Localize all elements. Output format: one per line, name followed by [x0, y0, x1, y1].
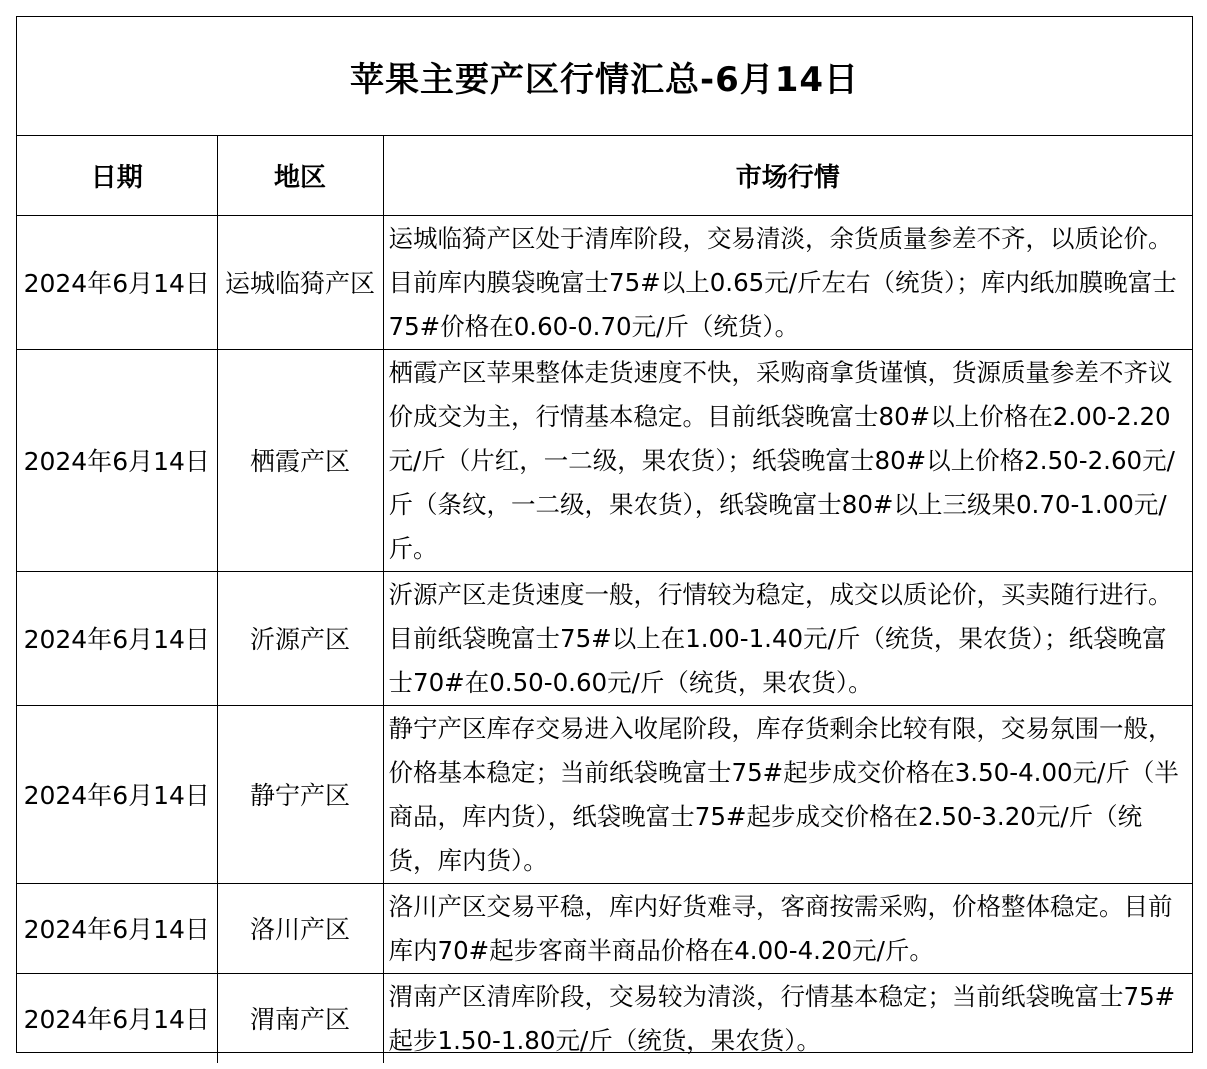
market-cell: 栖霞产区苹果整体走货速度不快，采购商拿货谨慎，货源质量参差不齐议价成交为主，行情基本稳定。目前纸袋晚富士80#以上价格在2.00-2.20元/斤（片红，一二级，果农货）；纸袋晚富士80#以上价格2.50-2.60元/斤（条纹，一二级，果农货），纸袋晚富士80#以上三级果0.70-1.00元/斤。 — [383, 349, 1192, 571]
market-cell: 渭南产区清库阶段，交易较为清淡，行情基本稳定；当前纸袋晚富士75#起步1.50-1.80元/斤（统货，果农货）。 — [388, 981, 1176, 1055]
market-summary-sheet — [16, 16, 1193, 1053]
date-cell: 2024年6月14日 — [17, 349, 217, 571]
sheet-title: 苹果主要产区行情汇总-6月14日 — [17, 17, 1192, 136]
header-row — [17, 136, 1192, 215]
region-cell: 洛川产区 — [217, 883, 383, 973]
header-region: 地区 — [217, 136, 383, 215]
date-cell: 2024年6月14日 — [17, 705, 217, 883]
date-cell: 2024年6月14日 — [17, 571, 217, 705]
market-cell: 洛川产区交易平稳，库内好货难寻，客商按需采购，价格整体稳定。目前库内70#起步客商半商品价格在4.00-4.20元/斤。 — [383, 883, 1192, 973]
date-cell: 2024年6月14日 — [17, 973, 217, 1063]
region-cell: 运城临猗产区 — [217, 215, 383, 349]
market-cell: 运城临猗产区处于清库阶段，交易清淡，余货质量参差不齐，以质论价。目前库内膜袋晚富士75#以上0.65元/斤左右（统货）；库内纸加膜晚富士75#价格在0.60-0.70元/斤（统货）。 — [383, 215, 1192, 349]
region-cell: 渭南产区 — [217, 973, 383, 1063]
table-row — [17, 705, 1192, 883]
table-row — [17, 973, 1192, 1063]
table-row — [17, 349, 1192, 571]
header-market: 市场行情 — [383, 136, 1192, 215]
region-cell: 栖霞产区 — [217, 349, 383, 571]
table-row — [17, 883, 1192, 973]
market-table — [17, 136, 1192, 1063]
table-row — [17, 215, 1192, 349]
region-cell: 静宁产区 — [217, 705, 383, 883]
region-cell: 沂源产区 — [217, 571, 383, 705]
table-row — [17, 571, 1192, 705]
header-date: 日期 — [17, 136, 217, 215]
market-cell: 静宁产区库存交易进入收尾阶段，库存货剩余比较有限，交易氛围一般，价格基本稳定；当前纸袋晚富士75#起步成交价格在3.50-4.00元/斤（半商品，库内货），纸袋晚富士75#起步成交价格在2.50-3.20元/斤（统货，库内货）。 — [383, 705, 1192, 883]
date-cell: 2024年6月14日 — [17, 883, 217, 973]
date-cell: 2024年6月14日 — [17, 215, 217, 349]
market-cell: 沂源产区走货速度一般，行情较为稳定，成交以质论价，买卖随行进行。目前纸袋晚富士75#以上在1.00-1.40元/斤（统货，果农货）；纸袋晚富士70#在0.50-0.60元/斤（统货，果农货）。 — [383, 571, 1192, 705]
